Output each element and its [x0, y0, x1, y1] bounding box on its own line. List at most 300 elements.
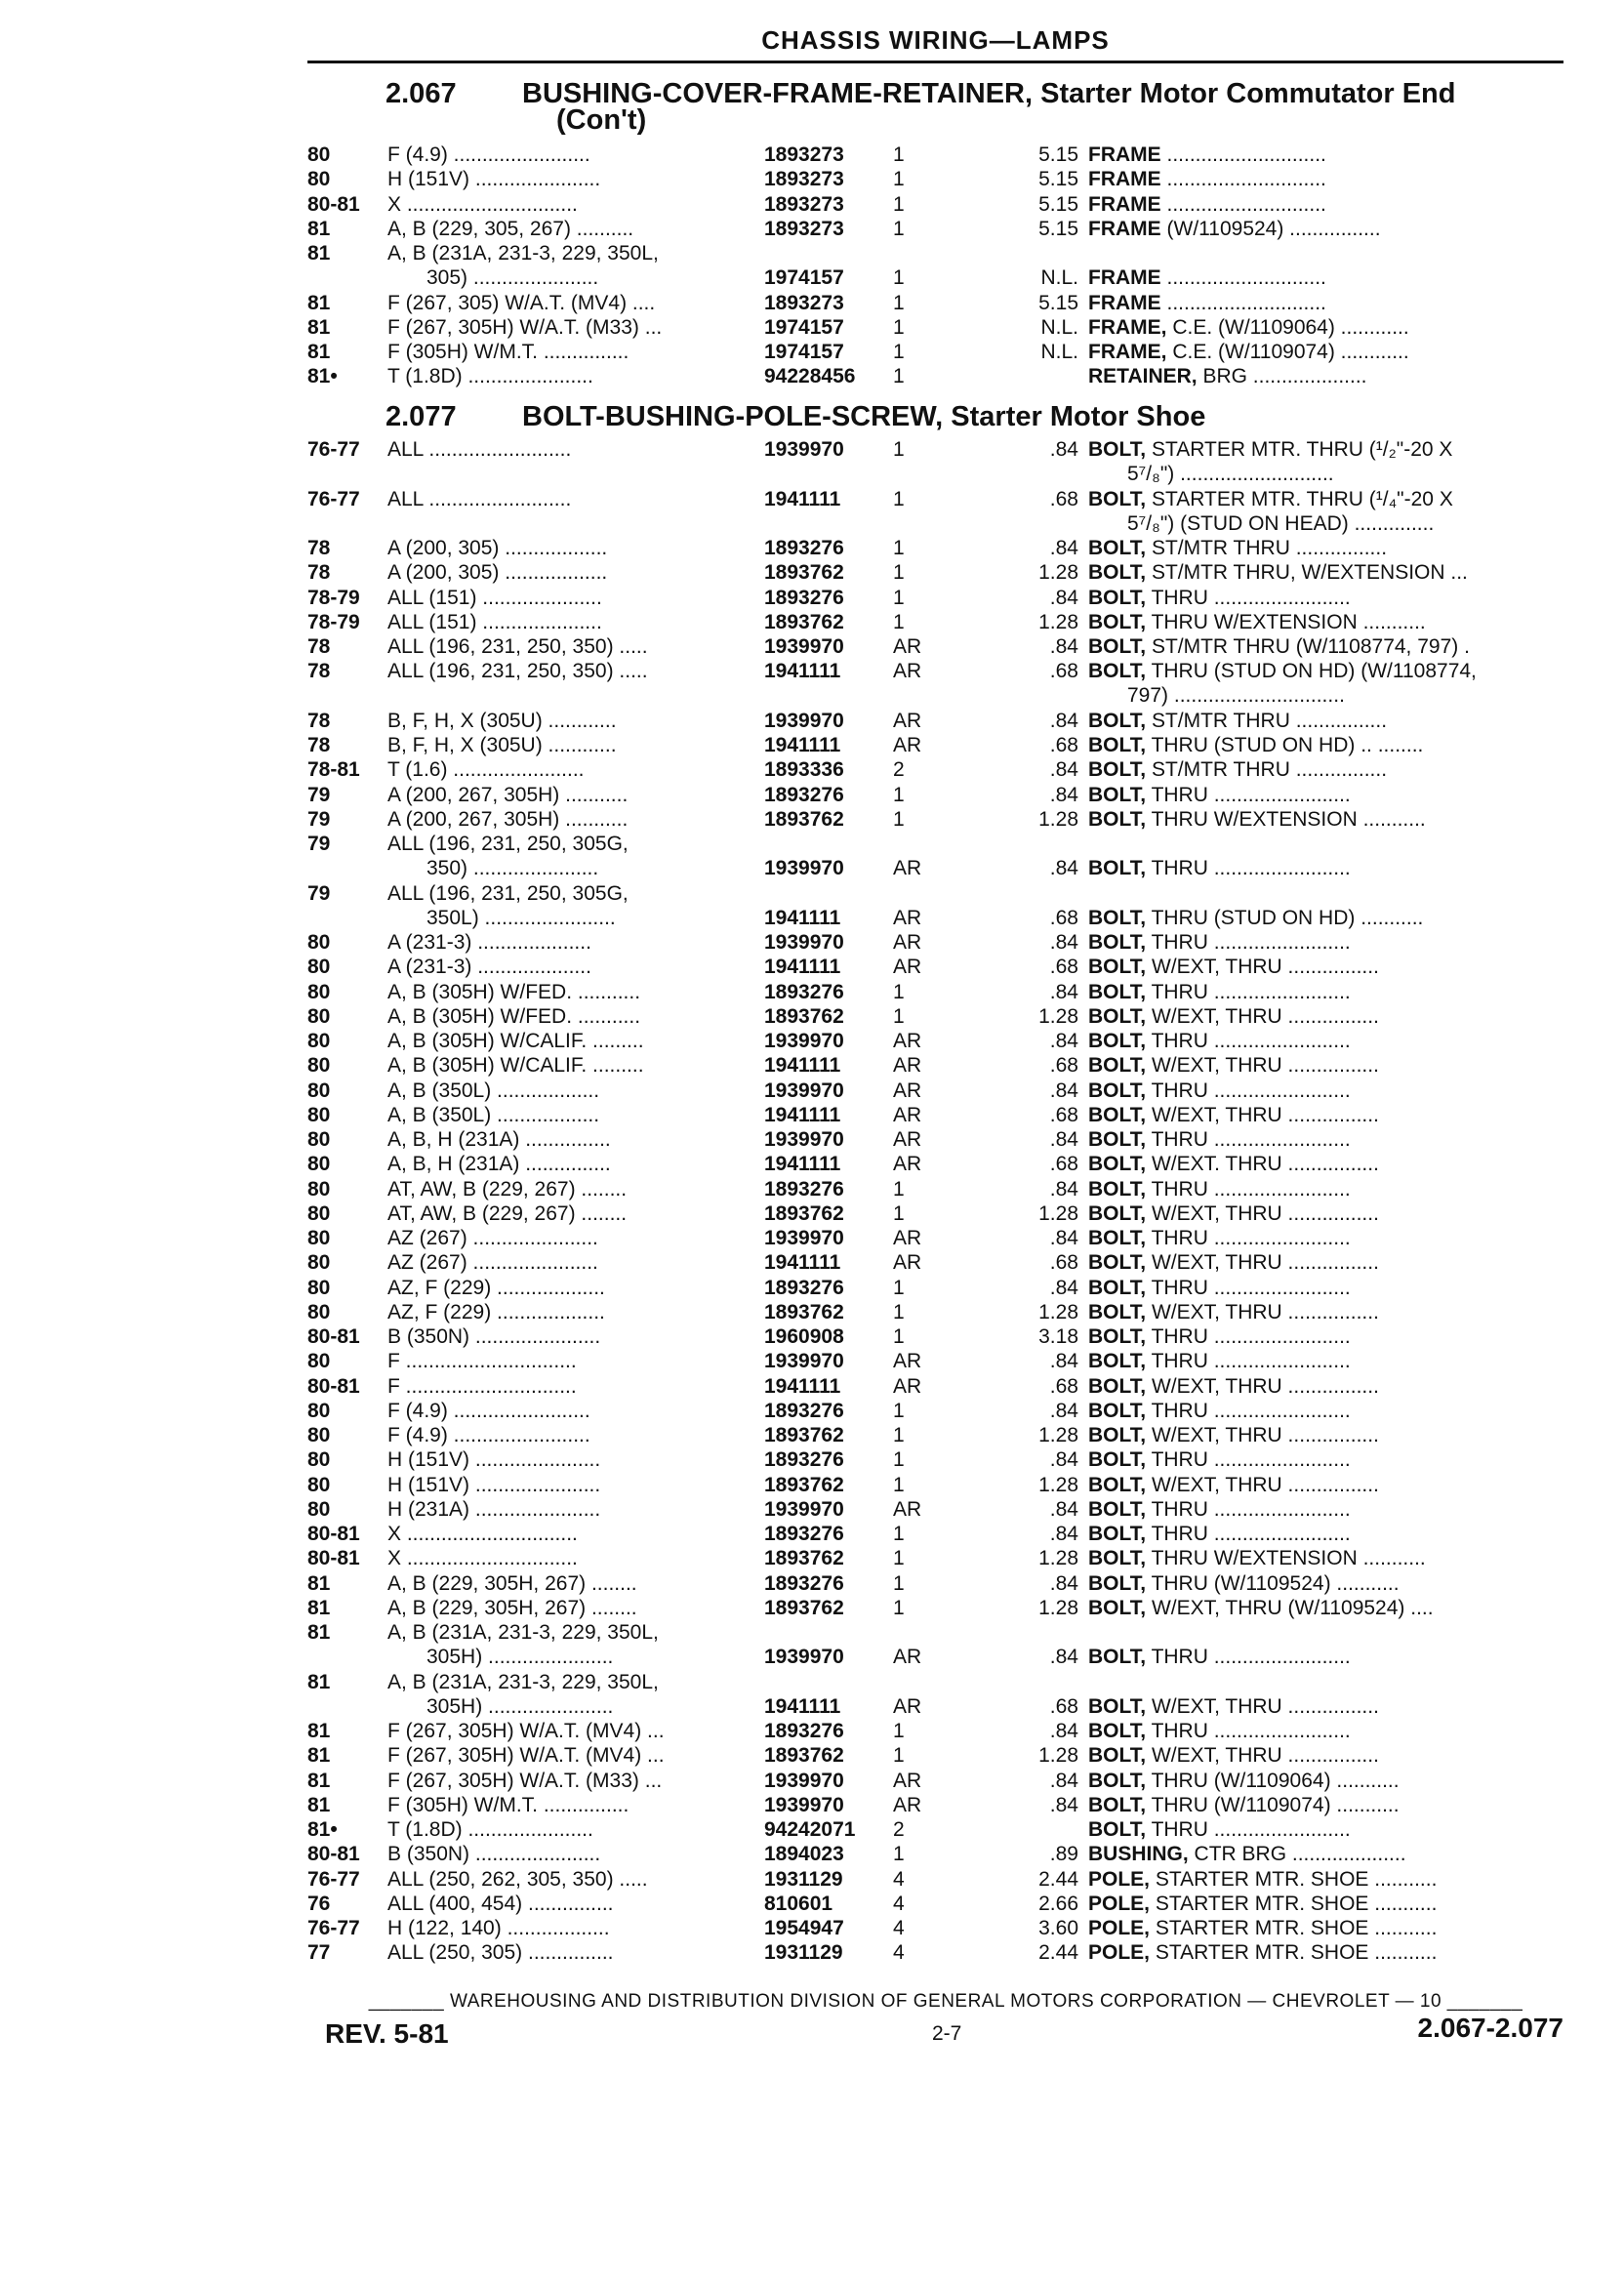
- year-cell: 80: [307, 168, 331, 191]
- part-number-cell: 1893276: [764, 586, 844, 609]
- price-cell: .68: [1049, 734, 1078, 756]
- table-row: [307, 560, 1566, 585]
- price-cell: 1.28: [1038, 807, 1078, 831]
- quantity-cell: 1: [893, 537, 905, 559]
- year-cell: 81: [307, 1571, 331, 1595]
- application-cell: [387, 709, 1043, 733]
- description-cell: [1088, 1399, 1624, 1423]
- application-text: H (151V) ......................: [387, 1448, 601, 1472]
- part-number-cell: 1893276: [764, 1571, 844, 1595]
- quantity-cell: 1: [893, 783, 905, 806]
- application-cell: [387, 1793, 1043, 1817]
- price-cell: .84: [1049, 1523, 1078, 1545]
- description-cell: [1088, 167, 1624, 191]
- price-cell: N.L.: [1040, 341, 1078, 363]
- price-cell: .84: [1049, 1720, 1078, 1742]
- description-cell: [1088, 1522, 1624, 1546]
- price-cell: .84: [1049, 1276, 1078, 1299]
- description-cell: [1088, 1300, 1624, 1324]
- year-cell: 78-79: [307, 586, 360, 609]
- table-row: [307, 659, 1566, 709]
- year-cell: 79: [307, 807, 331, 831]
- application-cell: [387, 1324, 1043, 1349]
- part-number-cell: 1941111: [764, 956, 841, 979]
- part-number-cell: 1893276: [764, 980, 844, 1003]
- table-row: [307, 1940, 1566, 1965]
- description-cell: [1088, 536, 1624, 560]
- page-header: CHASSIS WIRING—LAMPS: [761, 25, 1110, 55]
- part-number-cell: 1954947: [764, 1917, 844, 1939]
- description-keyword: BOLT,: [1088, 783, 1147, 806]
- application-text-cont: 350) ......................: [426, 857, 599, 879]
- application-text: X ..............................: [387, 192, 578, 216]
- quantity-cell: 4: [893, 1917, 905, 1939]
- table-row: [307, 1053, 1566, 1078]
- application-text: B (350N) ......................: [387, 1843, 601, 1866]
- part-number-cell: 1893276: [764, 1276, 844, 1299]
- application-text: F (267, 305H) W/A.T. (M33) ...: [387, 1769, 663, 1792]
- year-cell: 80-81: [307, 1374, 360, 1398]
- application-text-cont: 305) ......................: [426, 266, 599, 289]
- description-keyword: BOLT,: [1088, 1103, 1147, 1126]
- application-cell: [387, 807, 1043, 832]
- description-cell: [1088, 1892, 1624, 1916]
- quantity-cell: 1: [893, 1399, 905, 1422]
- description-keyword: FRAME: [1088, 217, 1161, 240]
- description-text: ST/MTR THRU ................: [1146, 758, 1388, 782]
- part-number-cell: 1893273: [764, 291, 844, 314]
- description-cell: [1088, 560, 1624, 585]
- application-cell: [387, 757, 1043, 782]
- description-text: ST/MTR THRU ................: [1146, 537, 1388, 559]
- table-row: [307, 1522, 1566, 1546]
- year-cell: 81: [307, 1793, 331, 1816]
- application-cell: [387, 1940, 1043, 1965]
- description-keyword: BOLT,: [1088, 1399, 1147, 1422]
- quantity-cell: 4: [893, 1892, 905, 1915]
- application-cell: [387, 586, 1043, 610]
- table-row: [307, 1743, 1566, 1768]
- application-text: A, B (231A, 231-3, 229, 350L,: [387, 242, 659, 265]
- year-cell: 80: [307, 1448, 331, 1472]
- year-cell: 81: [307, 341, 331, 363]
- year-cell: 80: [307, 1054, 331, 1078]
- table-row: [307, 1276, 1566, 1300]
- description-keyword: BOLT,: [1088, 487, 1147, 510]
- quantity-cell: AR: [893, 1079, 922, 1102]
- price-cell: 1.28: [1038, 610, 1078, 633]
- part-number-cell: 1893276: [764, 1177, 844, 1201]
- table-row: [307, 1226, 1566, 1250]
- description-cell: [1088, 783, 1624, 807]
- application-cell: [387, 1743, 1043, 1768]
- application-cell: [387, 1127, 1043, 1152]
- description-text: THRU W/EXTENSION ...........: [1146, 1547, 1426, 1570]
- price-cell: .68: [1049, 1694, 1078, 1718]
- price-cell: N.L.: [1040, 266, 1078, 289]
- application-text: A, B, H (231A) ...............: [387, 1153, 611, 1176]
- application-cell: [387, 610, 1043, 634]
- part-number-cell: 1941111: [764, 660, 841, 683]
- table-row: [307, 1250, 1566, 1275]
- description-cell: [1088, 906, 1624, 930]
- application-cell: [387, 1079, 1043, 1103]
- application-cell: [387, 340, 1043, 364]
- year-cell: 76-77: [307, 438, 360, 461]
- quantity-cell: 1: [893, 365, 905, 388]
- part-number-cell: 1893762: [764, 1744, 844, 1768]
- quantity-cell: 1: [893, 217, 905, 240]
- table-row: [307, 315, 1566, 340]
- table-row: [307, 1374, 1566, 1399]
- application-cell: [387, 560, 1043, 585]
- part-number-cell: 94242071: [764, 1818, 856, 1841]
- application-cell: [387, 1817, 1043, 1842]
- quantity-cell: 1: [893, 1201, 905, 1225]
- part-number-cell: 1893276: [764, 1720, 844, 1742]
- year-cell: 80: [307, 1497, 331, 1521]
- application-cell: [387, 1916, 1043, 1940]
- table-row: [307, 586, 1566, 610]
- part-number-cell: 1939970: [764, 1030, 844, 1052]
- description-keyword: BOLT,: [1088, 1646, 1147, 1668]
- quantity-cell: AR: [893, 1646, 922, 1668]
- description-cell: [1088, 1842, 1624, 1866]
- table-row: [307, 757, 1566, 782]
- price-cell: .84: [1049, 758, 1078, 782]
- price-cell: .84: [1049, 980, 1078, 1003]
- description-cell: [1088, 1103, 1624, 1127]
- part-number-cell: 1893276: [764, 1448, 844, 1472]
- year-cell: 81: [307, 1621, 331, 1644]
- table-row: [307, 709, 1566, 733]
- description-text: THRU ........................: [1146, 931, 1351, 954]
- table-row: [307, 437, 1566, 487]
- description-keyword: BOLT,: [1088, 1128, 1147, 1151]
- application-text: A, B (305H) W/CALIF. .........: [387, 1054, 644, 1078]
- price-cell: .84: [1049, 1646, 1078, 1668]
- section-1-subtitle: Starter Motor Commutator End: [1040, 78, 1456, 109]
- quantity-cell: AR: [893, 1694, 922, 1718]
- description-keyword: POLE,: [1088, 1941, 1151, 1965]
- description-text: THRU W/EXTENSION ...........: [1146, 807, 1426, 831]
- description-cell: [1088, 437, 1624, 486]
- description-text: W/EXT, THRU ................: [1146, 1201, 1379, 1225]
- quantity-cell: AR: [893, 1128, 922, 1151]
- quantity-cell: 1: [893, 561, 905, 585]
- table-row: [307, 1571, 1566, 1596]
- application-text: A (200, 267, 305H) ...........: [387, 783, 629, 806]
- description-cell: [1088, 1743, 1624, 1768]
- application-cell: [387, 783, 1043, 807]
- part-number-cell: 94228456: [764, 365, 856, 388]
- application-cell: [387, 930, 1043, 955]
- price-cell: 1.28: [1038, 1300, 1078, 1323]
- price-cell: .68: [1049, 1251, 1078, 1275]
- quantity-cell: 1: [893, 586, 905, 609]
- table-row: [307, 1177, 1566, 1201]
- application-text: AZ (267) ......................: [387, 1251, 598, 1275]
- section-1-number: 2.067: [386, 78, 457, 109]
- price-cell: 5.15: [1038, 168, 1078, 191]
- description-text: ............................: [1160, 266, 1326, 289]
- application-cell: [387, 733, 1043, 757]
- part-number-cell: 1939970: [764, 1769, 844, 1792]
- description-keyword: BOLT,: [1088, 956, 1147, 979]
- description-text: THRU W/EXTENSION ...........: [1146, 610, 1426, 633]
- description-cell: [1088, 807, 1624, 832]
- description-text: THRU ........................: [1146, 1818, 1351, 1841]
- quantity-cell: 1: [893, 1177, 905, 1201]
- table-row: [307, 1596, 1566, 1620]
- description-keyword: BOLT,: [1088, 857, 1147, 879]
- year-cell: 76-77: [307, 1917, 360, 1939]
- application-cell: [387, 881, 1043, 930]
- application-cell: [387, 1250, 1043, 1275]
- year-cell: 76-77: [307, 1867, 360, 1891]
- quantity-cell: 1: [893, 1571, 905, 1595]
- part-number-cell: 1893276: [764, 1523, 844, 1545]
- year-cell: 80: [307, 1399, 331, 1422]
- quantity-cell: 4: [893, 1867, 905, 1891]
- application-cell: [387, 1769, 1043, 1793]
- year-cell: 80: [307, 1424, 331, 1446]
- price-cell: .84: [1049, 438, 1078, 461]
- part-number-cell: 1931129: [764, 1941, 843, 1965]
- description-text: ST/MTR THRU (W/1108774, 797) .: [1146, 635, 1470, 658]
- price-cell: .84: [1049, 1448, 1078, 1472]
- description-text: THRU ........................: [1146, 1325, 1351, 1348]
- application-text: A, B (229, 305H, 267) ........: [387, 1571, 637, 1595]
- part-number-cell: 1893762: [764, 610, 844, 633]
- description-text: W/EXT. THRU ................: [1146, 1153, 1379, 1176]
- part-number-cell: 1939970: [764, 857, 844, 879]
- quantity-cell: AR: [893, 660, 922, 683]
- application-text: F (305H) W/M.T. ...............: [387, 1793, 629, 1816]
- description-keyword: BOLT,: [1088, 1079, 1147, 1102]
- description-cell: [1088, 1817, 1624, 1842]
- description-keyword: BOLT,: [1088, 1251, 1147, 1275]
- application-cell: [387, 1867, 1043, 1892]
- description-keyword: BOLT,: [1088, 906, 1147, 929]
- table-row: [307, 1399, 1566, 1423]
- description-keyword: BOLT,: [1088, 1004, 1147, 1028]
- year-cell: 81: [307, 1769, 331, 1792]
- part-number-cell: 1893762: [764, 807, 844, 831]
- application-text: A (200, 305) ..................: [387, 537, 608, 559]
- description-cell: [1088, 610, 1624, 634]
- application-text-cont: 305H) ......................: [426, 1694, 614, 1718]
- description-cell: [1088, 1793, 1624, 1817]
- application-text: T (1.8D) ......................: [387, 365, 593, 388]
- application-text: ALL (196, 231, 250, 350) .....: [387, 660, 648, 683]
- quantity-cell: 1: [893, 266, 905, 289]
- part-number-cell: 1893276: [764, 537, 844, 559]
- part-number-cell: 1974157: [764, 315, 844, 339]
- part-number-cell: 1939970: [764, 438, 844, 461]
- description-keyword: FRAME: [1088, 143, 1161, 166]
- application-text: AZ (267) ......................: [387, 1227, 598, 1249]
- price-cell: 5.15: [1038, 143, 1078, 166]
- application-text: ALL (151) .....................: [387, 610, 602, 633]
- price-cell: .84: [1049, 1497, 1078, 1521]
- year-cell: 81: [307, 291, 331, 314]
- application-cell: [387, 1276, 1043, 1300]
- year-cell: 81: [307, 1744, 331, 1768]
- description-cell: [1088, 192, 1624, 217]
- application-cell: [387, 1226, 1043, 1250]
- description-keyword: POLE,: [1088, 1917, 1151, 1939]
- application-text: F (267, 305H) W/A.T. (M33) ...: [387, 315, 663, 339]
- description-keyword: POLE,: [1088, 1867, 1151, 1891]
- description-keyword: BOLT,: [1088, 1325, 1147, 1348]
- application-text: ALL (196, 231, 250, 305G,: [387, 881, 629, 905]
- application-text: F (4.9) ........................: [387, 1399, 590, 1422]
- application-text: AT, AW, B (229, 267) ........: [387, 1201, 628, 1225]
- description-text: STARTER MTR. SHOE ...........: [1150, 1941, 1438, 1965]
- description-cell: [1088, 1546, 1624, 1570]
- table-row: [307, 1719, 1566, 1743]
- quantity-cell: 1: [893, 1523, 905, 1545]
- table-row: [307, 1152, 1566, 1176]
- description-cell: [1088, 955, 1624, 979]
- description-cell: [1088, 1349, 1624, 1373]
- price-cell: N.L.: [1040, 315, 1078, 339]
- application-cell: [387, 217, 1043, 241]
- description-cell: [1088, 980, 1624, 1004]
- table-row: [307, 980, 1566, 1004]
- description-cell: [1088, 1177, 1624, 1201]
- application-text: F (267, 305H) W/A.T. (MV4) ...: [387, 1720, 665, 1742]
- description-text-cont: 5⁷/₈") (STUD ON HEAD) ..............: [1127, 511, 1435, 535]
- description-cell: [1088, 1769, 1624, 1793]
- quantity-cell: 2: [893, 1818, 905, 1841]
- application-cell: [387, 659, 1043, 683]
- description-text-cont: 5⁷/₈") ...........................: [1127, 463, 1334, 485]
- application-text: X ..............................: [387, 1547, 578, 1570]
- description-keyword: BOLT,: [1088, 1744, 1147, 1768]
- part-number-cell: 1974157: [764, 266, 844, 289]
- description-keyword: BOLT,: [1088, 807, 1147, 831]
- part-number-cell: 1893273: [764, 168, 844, 191]
- quantity-cell: 1: [893, 980, 905, 1003]
- description-text: W/EXT, THRU (W/1109524) ....: [1146, 1596, 1434, 1619]
- description-cell: [1088, 291, 1624, 315]
- part-number-cell: 1894023: [764, 1843, 844, 1866]
- table-row: [307, 1670, 1566, 1720]
- description-cell: [1088, 757, 1624, 782]
- quantity-cell: 1: [893, 1300, 905, 1323]
- section-2-table: [307, 437, 1566, 1966]
- year-cell: 79: [307, 881, 331, 905]
- quantity-cell: 1: [893, 1547, 905, 1570]
- description-keyword: BOLT,: [1088, 758, 1147, 782]
- quantity-cell: AR: [893, 1103, 922, 1126]
- year-cell: 78: [307, 635, 331, 658]
- application-text: A (200, 305) ..................: [387, 561, 608, 585]
- year-cell: 80: [307, 980, 331, 1003]
- part-number-cell: 1960908: [764, 1325, 844, 1348]
- description-keyword: BOLT,: [1088, 1571, 1147, 1595]
- table-row: [307, 364, 1566, 388]
- price-cell: 1.28: [1038, 1744, 1078, 1768]
- table-row: [307, 1349, 1566, 1373]
- description-cell: [1088, 217, 1624, 241]
- description-text: W/EXT, THRU ................: [1146, 1374, 1379, 1398]
- quantity-cell: 1: [893, 168, 905, 191]
- year-cell: 81: [307, 1720, 331, 1742]
- table-row: [307, 1892, 1566, 1916]
- quantity-cell: AR: [893, 1030, 922, 1052]
- year-cell: 77: [307, 1941, 331, 1965]
- application-cell: [387, 1053, 1043, 1078]
- part-number-cell: 1941111: [764, 1103, 841, 1126]
- price-cell: .68: [1049, 906, 1078, 929]
- year-cell: 80: [307, 1153, 331, 1176]
- application-cell: [387, 1620, 1043, 1669]
- application-text: ALL .........................: [387, 487, 572, 510]
- table-row: [307, 1004, 1566, 1029]
- application-text: F ..............................: [387, 1374, 577, 1398]
- description-keyword: BOLT,: [1088, 1720, 1147, 1742]
- description-keyword: BOLT,: [1088, 1300, 1147, 1323]
- price-cell: .89: [1049, 1843, 1078, 1866]
- description-keyword: BOLT,: [1088, 537, 1147, 559]
- application-text-cont: 305H) ......................: [426, 1646, 614, 1668]
- description-text: THRU ........................: [1146, 1276, 1351, 1299]
- description-cell: [1088, 1250, 1624, 1275]
- part-number-cell: 1939970: [764, 635, 844, 658]
- application-cell: [387, 1719, 1043, 1743]
- price-cell: .84: [1049, 1177, 1078, 1201]
- description-text: W/EXT, THRU ................: [1146, 956, 1379, 979]
- price-cell: .68: [1049, 487, 1078, 510]
- application-text: B (350N) ......................: [387, 1325, 601, 1348]
- table-row: [307, 1867, 1566, 1892]
- description-keyword: POLE,: [1088, 1892, 1151, 1915]
- description-text: W/EXT, THRU ................: [1146, 1694, 1379, 1718]
- part-number-cell: 1941111: [764, 734, 841, 756]
- part-number-cell: 1941111: [764, 1251, 841, 1275]
- year-cell: 78: [307, 561, 331, 585]
- application-text: ALL (250, 305) ...............: [387, 1941, 614, 1965]
- price-cell: 2.44: [1038, 1867, 1078, 1891]
- description-cell: [1088, 1374, 1624, 1399]
- description-keyword: FRAME: [1088, 266, 1161, 289]
- quantity-cell: 1: [893, 1744, 905, 1768]
- price-cell: .68: [1049, 1374, 1078, 1398]
- application-cell: [387, 1201, 1043, 1226]
- part-number-cell: 1941111: [764, 906, 841, 929]
- quantity-cell: 1: [893, 291, 905, 314]
- table-row: [307, 241, 1566, 291]
- price-cell: .84: [1049, 783, 1078, 806]
- application-text: X ..............................: [387, 1523, 578, 1545]
- description-text: C.E. (W/1109074) ............: [1166, 341, 1409, 363]
- description-keyword: BOLT,: [1088, 660, 1147, 683]
- table-row: [307, 733, 1566, 757]
- application-text: F ..............................: [387, 1350, 577, 1373]
- quantity-cell: AR: [893, 1793, 922, 1816]
- description-keyword: BOLT,: [1088, 1227, 1147, 1249]
- quantity-cell: 1: [893, 487, 905, 510]
- quantity-cell: AR: [893, 1769, 922, 1792]
- application-cell: [387, 1571, 1043, 1596]
- description-text: ............................: [1160, 168, 1326, 191]
- section-2-subtitle: Starter Motor Shoe: [951, 401, 1206, 432]
- description-cell: [1088, 1645, 1624, 1669]
- application-text: A, B (305H) W/FED. ...........: [387, 1004, 641, 1028]
